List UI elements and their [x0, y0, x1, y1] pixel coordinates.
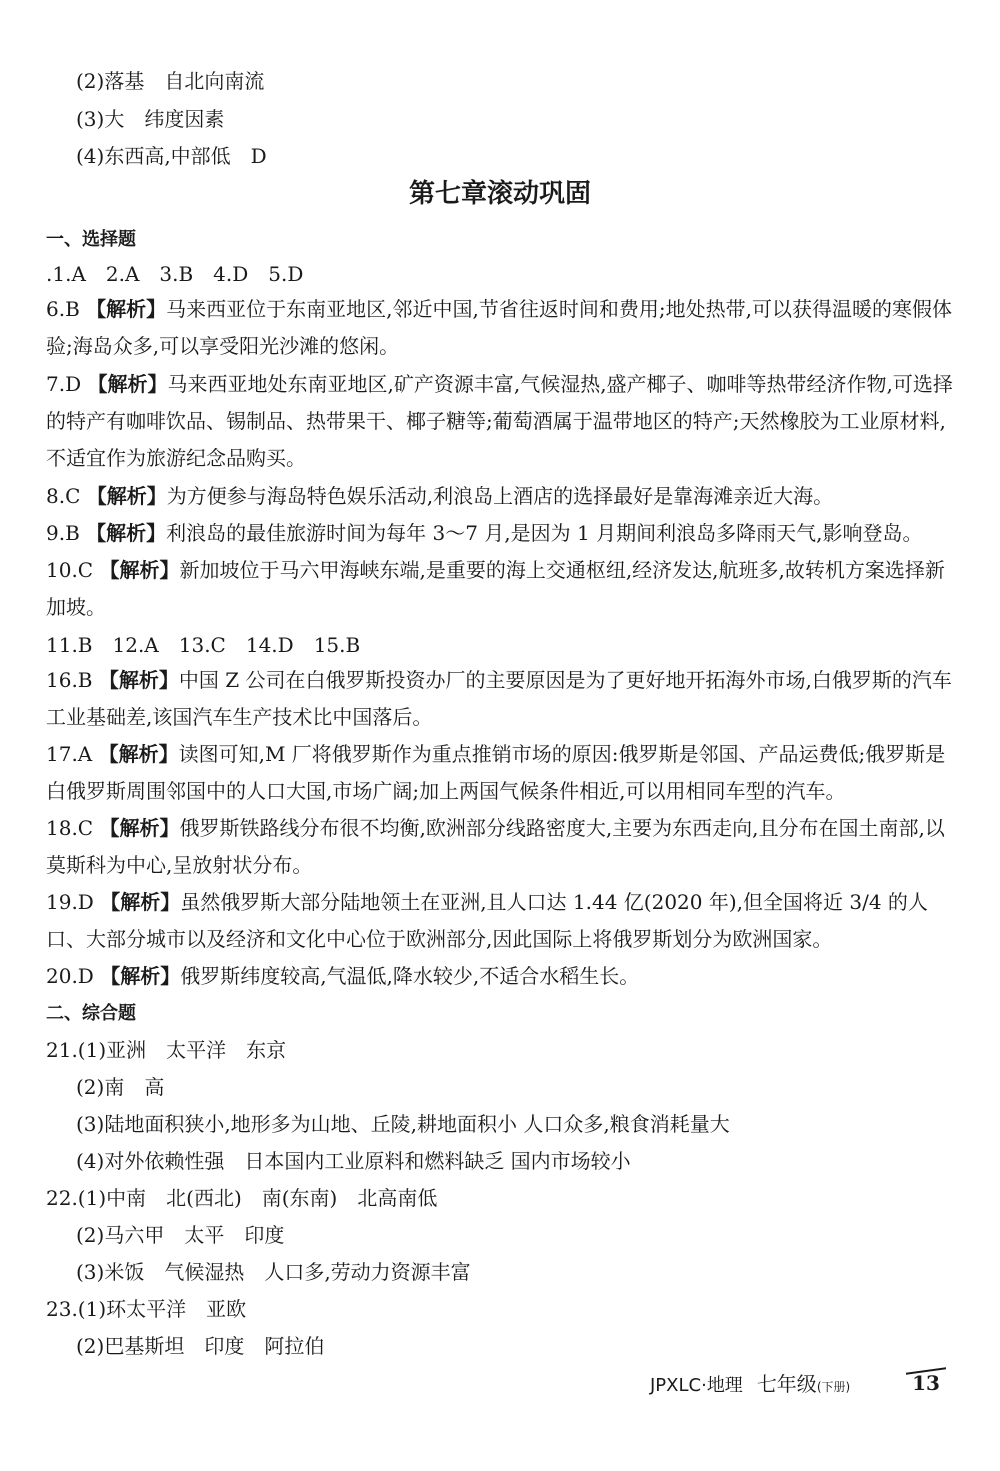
analysis-text: 为方便参与海岛特色娱乐活动,利浪岛上酒店的选择最好是靠海滩亲近大海。 — [166, 484, 834, 508]
analysis-text: 马来西亚地处东南亚地区,矿产资源丰富,气候湿热,盛产椰子、咖啡等热带经济作物,可选择的特产有咖啡饮品、锡制品、热带果干、椰子糖等;葡萄酒属于温带地区的特产;天然橡胶为工业原材料,不适宜作为旅游纪念品购买。 — [46, 372, 953, 470]
grade-label: 七年级 — [756, 1372, 817, 1396]
answer-line: (4)对外依赖性强 日本国内工业原料和燃料缺乏 国内市场较小 — [76, 1149, 631, 1173]
analysis-tag: 【解析】 — [100, 964, 181, 988]
question-number: 10.C — [46, 558, 94, 582]
analysis-text: 俄罗斯铁路线分布很不均衡,欧洲部分线路密度大,主要为东西走向,且分布在国土南部,以莫斯科为中心,呈放射状分布。 — [46, 816, 945, 877]
analysis-text: 新加坡位于马六甲海峡东端,是重要的海上交通枢纽,经济发达,航班多,故转机方案选择新加坡。 — [46, 558, 945, 619]
analysis-text: 中国 Z 公司在白俄罗斯投资办厂的主要原因是为了更好地开拓海外市场,白俄罗斯的汽车工业基础差,该国汽车生产技术比中国落后。 — [46, 668, 952, 729]
analysis-tag: 【解析】 — [98, 742, 179, 766]
question-number: 8.C — [46, 484, 81, 508]
analysis-text: 利浪岛的最佳旅游时间为每年 3～7 月,是因为 1 月期间利浪岛多降雨天气,影响登岛。 — [166, 521, 923, 545]
analysis-tag: 【解析】 — [86, 484, 167, 508]
question-number: 18.C — [46, 816, 94, 840]
answer-line: (2)巴基斯坦 印度 阿拉伯 — [76, 1334, 325, 1358]
question-18 — [46, 810, 960, 884]
question-20 — [46, 958, 960, 995]
question-7 — [46, 366, 960, 477]
question-number: 7.D — [46, 372, 82, 396]
analysis-tag: 【解析】 — [86, 521, 167, 545]
question-16 — [46, 662, 960, 736]
question-number: 17.A — [46, 742, 93, 766]
question-number: 20.D — [46, 964, 94, 988]
question-number: 16.B — [46, 668, 93, 692]
answer-line: (3)大 纬度因素 — [76, 107, 225, 131]
analysis-tag: 【解析】 — [98, 668, 179, 692]
book-code: JPXLC·地理 — [650, 1375, 743, 1396]
question-19 — [46, 884, 960, 958]
answer-line: 11.B 12.A 13.C 14.D 15.B — [46, 633, 361, 657]
page-footer — [650, 1372, 850, 1399]
question-9 — [46, 515, 960, 552]
volume-label: (下册) — [816, 1380, 851, 1394]
analysis-tag: 【解析】 — [87, 372, 168, 396]
question-17 — [46, 736, 960, 810]
answer-line: (3)米饭 气候湿热 人口多,劳动力资源丰富 — [76, 1260, 471, 1284]
question-6 — [46, 291, 960, 365]
answer-line: (4)东西高,中部低 D — [76, 144, 267, 168]
answer-line: 23.(1)环太平洋 亚欧 — [46, 1297, 247, 1321]
analysis-text: 马来西亚位于东南亚地区,邻近中国,节省往返时间和费用;地处热带,可以获得温暖的寒假体验;海岛众多,可以享受阳光沙滩的悠闲。 — [46, 297, 952, 358]
answer-line: (3)陆地面积狭小,地形多为山地、丘陵,耕地面积小 人口众多,粮食消耗量大 — [76, 1112, 730, 1136]
page-number: 13 — [906, 1366, 946, 1400]
question-number: 6.B — [46, 297, 80, 321]
analysis-tag: 【解析】 — [99, 816, 180, 840]
question-8 — [46, 478, 960, 515]
question-number: 19.D — [46, 890, 94, 914]
analysis-tag: 【解析】 — [99, 558, 180, 582]
answer-line: (2)南 高 — [76, 1075, 165, 1099]
section-heading-comprehensive: 二、综合题 — [46, 1003, 136, 1024]
answer-line: (2)落基 自北向南流 — [76, 69, 265, 93]
answer-line: (2)马六甲 太平 印度 — [76, 1223, 285, 1247]
section-heading-choice: 一、选择题 — [46, 229, 136, 250]
analysis-tag: 【解析】 — [86, 297, 167, 321]
analysis-tag: 【解析】 — [100, 890, 181, 914]
answer-line: 22.(1)中南 北(西北) 南(东南) 北高南低 — [46, 1186, 438, 1210]
answer-line: .1.A 2.A 3.B 4.D 5.D — [46, 262, 304, 286]
analysis-text: 俄罗斯纬度较高,气温低,降水较少,不适合水稻生长。 — [180, 964, 640, 988]
analysis-text: 读图可知,M 厂将俄罗斯作为重点推销市场的原因:俄罗斯是邻国、产品运费低;俄罗斯是白俄罗斯周围邻国中的人口大国,市场广阔;加上两国气候条件相近,可以用相同车型的汽车。 — [46, 742, 946, 803]
analysis-text: 虽然俄罗斯大部分陆地领土在亚洲,且人口达 1.44 亿(2020 年),但全国将近 3/4 的人口、大部分城市以及经济和文化中心位于欧洲部分,因此国际上将俄罗斯划分为欧洲国家。 — [46, 890, 928, 951]
answer-line: 21.(1)亚洲 太平洋 东京 — [46, 1038, 287, 1062]
chapter-title: 第七章滚动巩固 — [408, 179, 591, 209]
question-10 — [46, 552, 960, 626]
question-number: 9.B — [46, 521, 80, 545]
